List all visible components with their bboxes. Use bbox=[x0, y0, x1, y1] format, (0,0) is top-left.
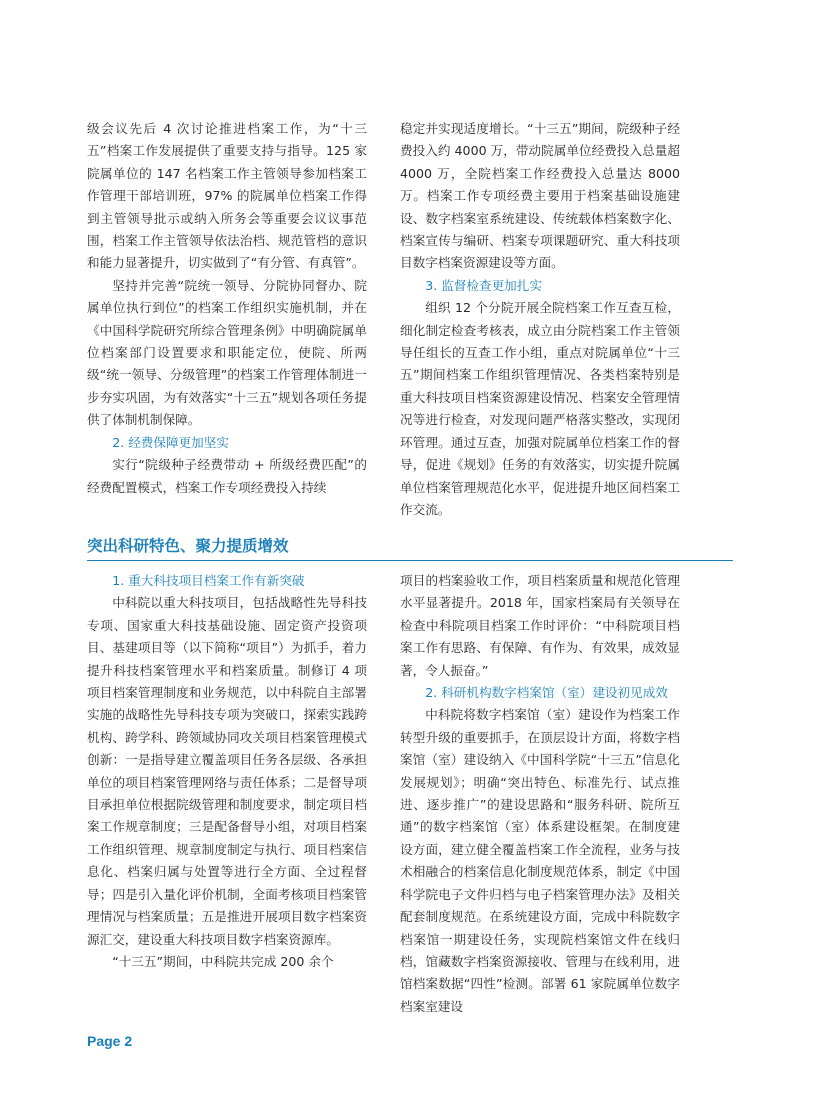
column-bottom-left bbox=[87, 570, 367, 973]
paragraph: 坚持并完善“院统一领导、分院协同督办、院属单位执行到位”的档案工作组织实施机制，并在《中国科学院研究所综合管理条例》中明确院属单位档案部门设置要求和职能定位，使院、所两级“统一领导、分级管理”的档案工作管理体制进一步夯实巩固，为有效落实“十三五”规划各项任务提供了体制机制保障。 bbox=[87, 277, 367, 428]
paragraph: 稳定并实现适度增长。“十三五”期间，院级种子经费投入约 4000 万，带动院属单位经费投入总量超 4000 万，全院档案工作经费投入总量达 8000 万。档案工作专项经费主要用于档案基础设施建设、数字档案室系统建设、传统载体档案数字化、档案宣传与编研、档案专项课题研究、重大科技项目数字档案资源建设等方面。 bbox=[400, 121, 680, 271]
column-top-right bbox=[400, 118, 680, 521]
subheading: 2. 科研机构数字档案馆（室）建设初见成效 bbox=[425, 685, 668, 701]
subheading: 3. 监督检查更加扎实 bbox=[425, 277, 542, 293]
column-top-left bbox=[87, 118, 367, 499]
subheading: 2. 经费保障更加坚实 bbox=[112, 434, 229, 450]
page-number: Page 2 bbox=[87, 1033, 133, 1049]
paragraph: 组织 12 个分院开展全院档案工作互查互检，细化制定检查考核表，成立由分院档案工作主管领导任组长的互查工作小组，重点对院属单位“十三五”期间档案工作组织管理情况、各类档案特别是重大科技项目档案资源建设情况、档案安全管理情况等进行检查，对发现问题严格落实整改，实现闭环管理。通过互查，加强对院属单位档案工作的督导，促进《规划》任务的有效落实，切实提升院属单位档案管理规范化水平，促进提升地区间档案工作交流。 bbox=[400, 300, 680, 517]
subheading: 1. 重大科技项目档案工作有新突破 bbox=[112, 573, 305, 588]
paragraph: 实行“院级种子经费带动 + 所级经费匹配”的经费配置模式，档案工作专项经费投入持续 bbox=[87, 457, 367, 495]
paragraph: 中科院将数字档案馆（室）建设作为档案工作转型升级的重要抓手，在顶层设计方面，将数字档案馆（室）建设纳入《中国科学院“十三五”信息化发展规划》；明确“突出特色、标准先行、试点推进、逐步推广”的建设思路和“服务科研、院所互通”的数字档案馆（室）体系建设框架。在制度建设方面，建立健全覆盖档案工作全流程，业务与技术相融合的档案信息化制度规范体系，制定《中国科学院电子文件归档与电子档案管理办法》及相关配套制度规范。在系统建设方面，完成中科院数字档案馆一期建设任务，实现院档案馆文件在线归档，馆藏数字档案资源接收、管理与在线利用，进馆档案数据“四性”检测。部署 61 家院属单位数字档案室建设 bbox=[400, 707, 680, 1014]
paragraph: “十三五”期间，中科院共完成 200 余个 bbox=[112, 953, 334, 969]
section-divider bbox=[87, 560, 733, 561]
section-heading: 突出科研特色、聚力提质增效 bbox=[87, 537, 289, 555]
paragraph: 项目的档案验收工作，项目档案质量和规范化管理水平显著提升。2018 年，国家档案局有关领导在检查中科院项目档案工作时评价：“中科院项目档案工作有思路、有保障、有作为、有效果，成效显著，令人振奋。” bbox=[400, 573, 680, 678]
column-bottom-right bbox=[400, 570, 680, 1018]
paragraph: 级会议先后 4 次讨论推进档案工作，为“十三五”档案工作发展提供了重要支持与指导。125 家院属单位的 147 名档案工作主管领导参加档案工作管理干部培训班，97% 的院属单位档案工作得到主管领导批示或纳入所务会等重要会议议事范围，档案工作主管领导依法治档、规范管档的意识和能力显著提升，切实做到了“有分管、有真管”。 bbox=[87, 121, 367, 271]
paragraph: 中科院以重大科技项目，包括战略性先导科技专项、国家重大科技基础设施、固定资产投资项目、基建项目等（以下简称“项目”）为抓手，着力提升科技档案管理水平和档案质量。制修订 4 项项目档案管理制度和业务规范，以中科院自主部署实施的战略性先导科技专项为突破口，探索实践跨机构、跨学科、跨领域协同攻关项目档案管理模式创新：一是指导建立覆盖项目任务各层级、各承担单位的项目档案管理网络与责任体系；二是督导项目承担单位根据院级管理和制度要求，制定项目档案工作规章制度；三是配备督导小组，对项目档案工作组织管理、规章制度制定与执行、项目档案信息化、档案归属与处置等进行全方面、全过程督导；四是引入量化评价机制，全面考核项目档案管理情况与档案质量；五是推进开展项目数字档案资源汇交，建设重大科技项目数字档案资源库。 bbox=[87, 595, 367, 947]
